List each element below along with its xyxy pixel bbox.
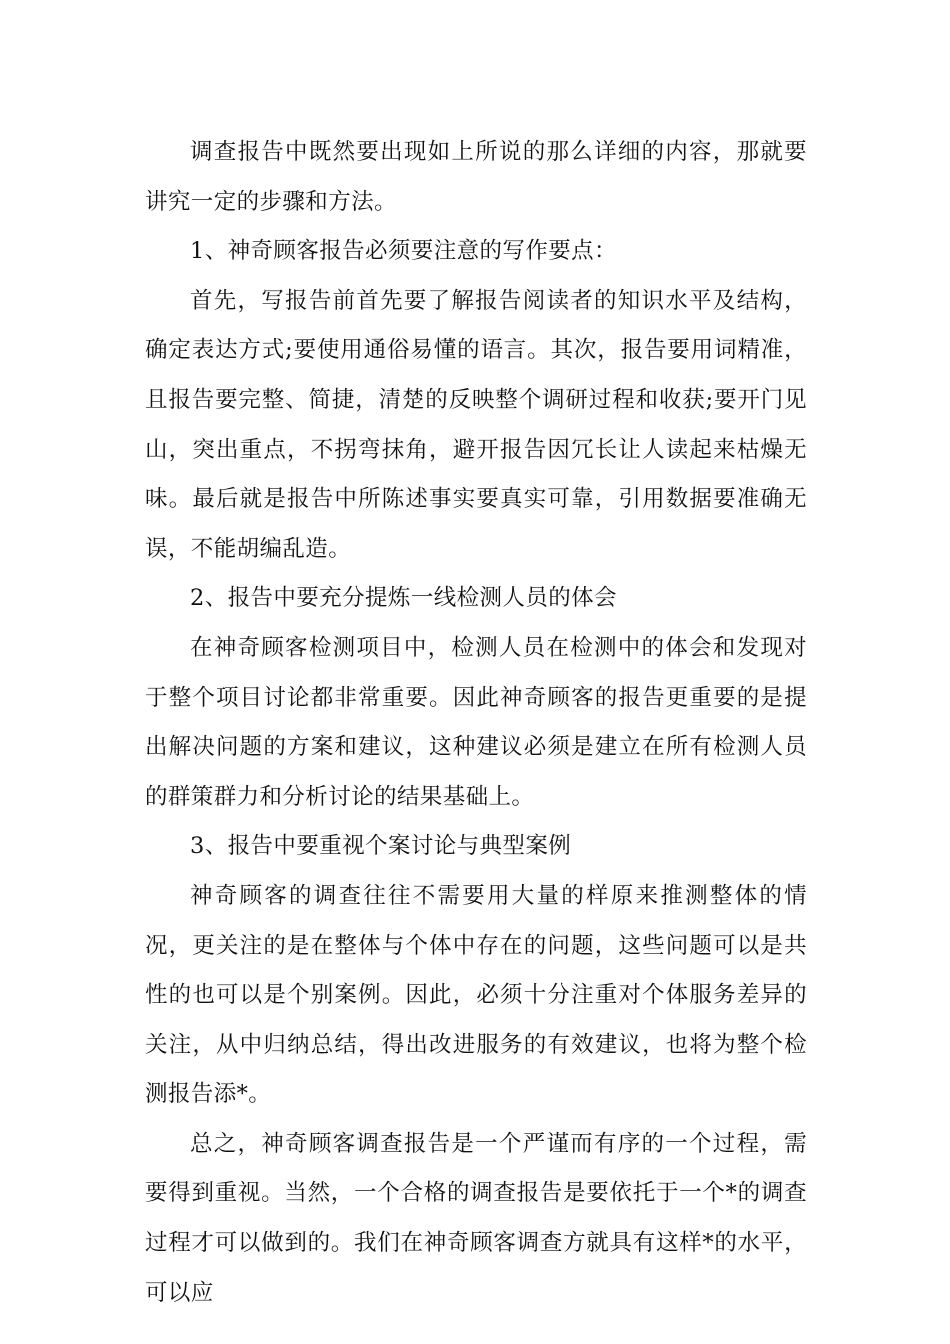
heading-point-1: 1、神奇顾客报告必须要注意的写作要点： <box>190 238 617 265</box>
heading-point-2: 2、报告中要充分提炼一线检测人员的体会 <box>190 585 617 612</box>
paragraph-intro: 调查报告中既然要出现如上所说的那么详细的内容，那就要讲究一定的步骤和方法。 <box>145 139 807 215</box>
paragraph-conclusion: 总之，神奇顾客调查报告是一个严谨而有序的一个过程，需要得到重视。当然，一个合格的调查报告是要依托于一个*的调查过程才可以做到的。我们在神奇顾客调查方就具有这样*的水平，可以应 <box>145 1130 807 1306</box>
heading-point-3: 3、报告中要重视个案讨论与典型案例 <box>190 833 572 860</box>
document-body <box>145 128 807 1318</box>
paragraph-point-1: 首先，写报告前首先要了解报告阅读者的知识水平及结构，确定表达方式;要使用通俗易懂的语言。其次，报告要用词精准，且报告要完整、简捷，清楚的反映整个调研过程和收获;要开门见山，突出重点，不拐弯抹角，避开报告因冗长让人读起来枯燥无味。最后就是报告中所陈述事实要真实可靠，引用数据要准确无误，不能胡编乱造。 <box>145 287 807 562</box>
paragraph-point-3: 神奇顾客的调查往往不需要用大量的样原来推测整体的情况，更关注的是在整体与个体中存在的问题，这些问题可以是共性的也可以是个别案例。因此，必须十分注重对个体服务差异的关注，从中归纳总结，得出改进服务的有效建议，也将为整个检测报告添*。 <box>145 882 807 1108</box>
paragraph-point-2: 在神奇顾客检测项目中，检测人员在检测中的体会和发现对于整个项目讨论都非常重要。因此神奇顾客的报告更重要的是提出解决问题的方案和建议，这种建议必须是建立在所有检测人员的群策群力和分析讨论的结果基础上。 <box>145 634 807 810</box>
